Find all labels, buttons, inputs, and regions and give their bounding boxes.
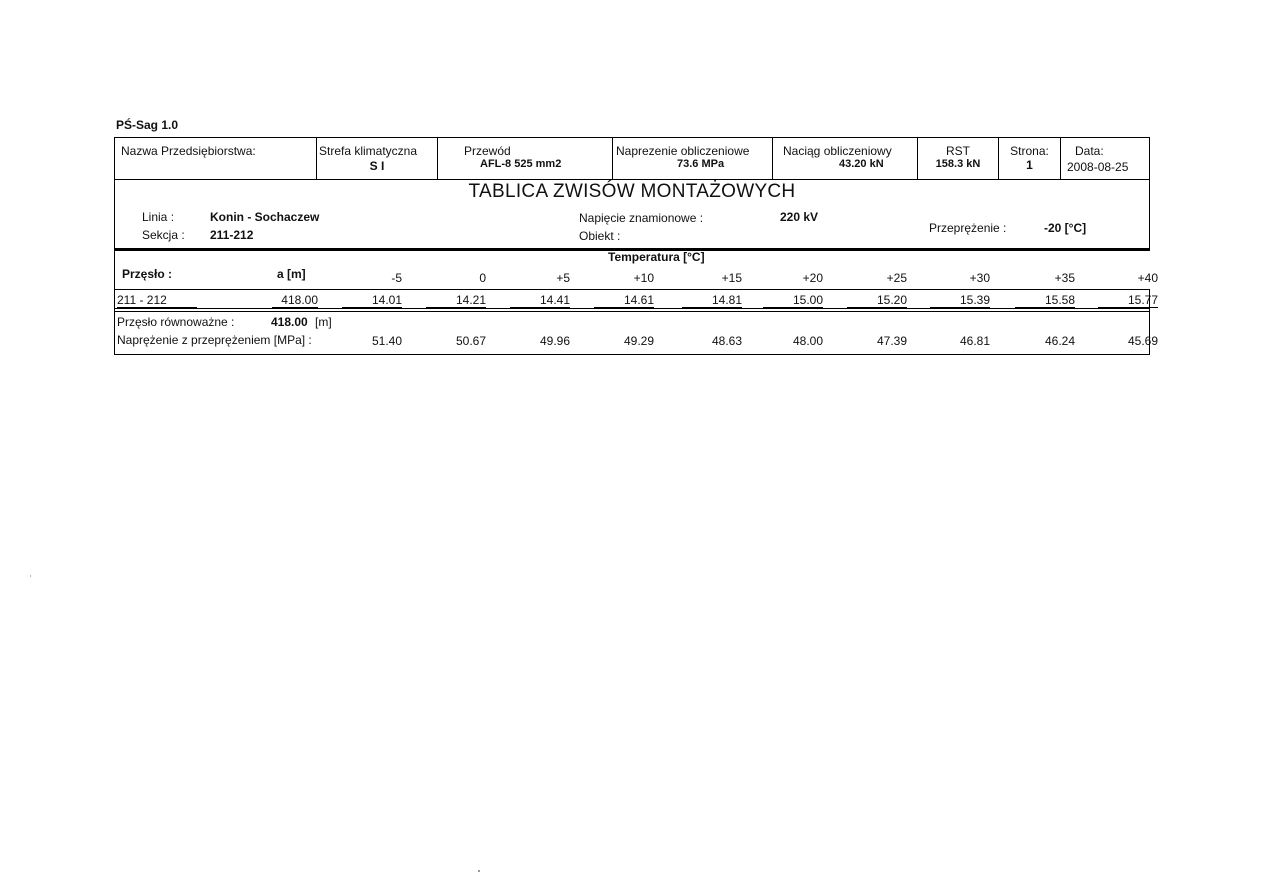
- date-value: 2008-08-25: [1067, 160, 1129, 174]
- sag-cell: 15.77: [1098, 293, 1158, 308]
- date-label: Data:: [1075, 144, 1104, 158]
- temperature-header: Temperatura [°C]: [608, 250, 705, 264]
- sag-cell: 15.39: [930, 293, 990, 308]
- prestress-label: Przeprężenie :: [929, 221, 1007, 235]
- page-label: Strona:: [1010, 144, 1049, 158]
- sag-cell: 14.81: [682, 293, 742, 308]
- company-label: Nazwa Przedsiębiorstwa:: [121, 144, 256, 158]
- equivalent-span-label: Przęsło równoważne :: [117, 315, 235, 329]
- stress-cell: 46.24: [1044, 334, 1075, 348]
- line-value: Konin - Sochaczew: [210, 210, 320, 224]
- temperature-column-header: +10: [633, 271, 654, 285]
- rst-box: [917, 137, 999, 180]
- table-left-border: [114, 248, 115, 311]
- span-value: 211 - 212: [117, 293, 197, 308]
- stress-cell: 45.69: [1127, 334, 1158, 348]
- span-header: Przęsło :: [122, 267, 173, 281]
- rst-label: RST: [946, 144, 970, 158]
- stress-cell: 50.67: [455, 334, 486, 348]
- equivalent-span-value: 418.00: [271, 315, 308, 329]
- object-label: Obiekt :: [579, 229, 621, 243]
- line-label: Linia :: [142, 210, 175, 224]
- document-title: TABLICA ZWISÓW MONTAŻOWYCH: [468, 181, 796, 202]
- zone-value: S I: [369, 159, 385, 173]
- climate-zone-box: [316, 137, 438, 180]
- page-value: 1: [1026, 158, 1033, 172]
- sag-cell: 14.21: [426, 293, 486, 308]
- voltage-value: 220 kV: [780, 210, 819, 224]
- voltage-label: Napięcie znamionowe :: [579, 211, 704, 225]
- stress-label: Naprezenie obliczeniowe: [616, 144, 750, 158]
- equivalent-span-unit: [m]: [315, 315, 332, 329]
- divider: [114, 308, 1150, 309]
- tension-label: Naciąg obliczeniowy: [783, 144, 892, 158]
- date-box: [1060, 137, 1150, 180]
- stress-cell: 51.40: [371, 334, 402, 348]
- rst-value: 158.3 kN: [935, 158, 981, 170]
- stress-cell: 49.96: [539, 334, 570, 348]
- stress-cell: 49.29: [623, 334, 654, 348]
- length-header: a [m]: [277, 267, 306, 281]
- temperature-column-header: +30: [969, 271, 990, 285]
- conductor-value: AFL-8 525 mm2: [480, 158, 562, 170]
- tension-value: 43.20 kN: [839, 158, 884, 170]
- conductor-label: Przewód: [464, 144, 511, 158]
- scan-speck: [30, 575, 31, 577]
- sag-cell: 15.20: [847, 293, 907, 308]
- temperature-column-header: +5: [556, 271, 570, 285]
- sag-table-sheet: [114, 137, 1158, 355]
- temperature-column-header: +40: [1137, 271, 1158, 285]
- stress-cell: 48.00: [792, 334, 823, 348]
- prestress-value: -20 [°C]: [1044, 221, 1087, 235]
- temperature-column-header: +25: [886, 271, 907, 285]
- sag-cell: 14.41: [510, 293, 570, 308]
- stress-cell: 48.63: [711, 334, 742, 348]
- divider: [114, 354, 1150, 355]
- stress-cell: 46.81: [959, 334, 990, 348]
- temperature-column-header: +20: [802, 271, 823, 285]
- temperature-column-header: -5: [391, 271, 402, 285]
- sag-cell: 14.01: [342, 293, 402, 308]
- length-value: 418.00: [272, 293, 318, 308]
- stress-value: 73.6 MPa: [677, 158, 725, 170]
- conductor-box: [437, 137, 613, 180]
- temperature-column-header: 0: [479, 271, 486, 285]
- scan-speck: [478, 870, 480, 872]
- section-label: Sekcja :: [142, 228, 185, 242]
- app-title: PŚ-Sag 1.0: [116, 118, 179, 132]
- temperature-column-header: +15: [721, 271, 742, 285]
- design-tension-box: [772, 137, 918, 180]
- divider: [114, 311, 1150, 312]
- sag-cell: 14.61: [594, 293, 654, 308]
- temperature-column-header: +35: [1054, 271, 1075, 285]
- section-value: 211-212: [210, 228, 254, 242]
- sag-cell: 15.00: [763, 293, 823, 308]
- stress-with-prestress-label: Naprężenie z przeprężeniem [MPa] :: [117, 333, 312, 347]
- zone-label: Strefa klimatyczna: [319, 144, 418, 158]
- sag-cell: 15.58: [1015, 293, 1075, 308]
- stress-cell: 47.39: [876, 334, 907, 348]
- company-box: [114, 137, 317, 180]
- design-stress-box: [612, 137, 773, 180]
- divider: [114, 289, 1150, 290]
- page-box: [998, 137, 1061, 180]
- footer-left-border: [114, 311, 115, 355]
